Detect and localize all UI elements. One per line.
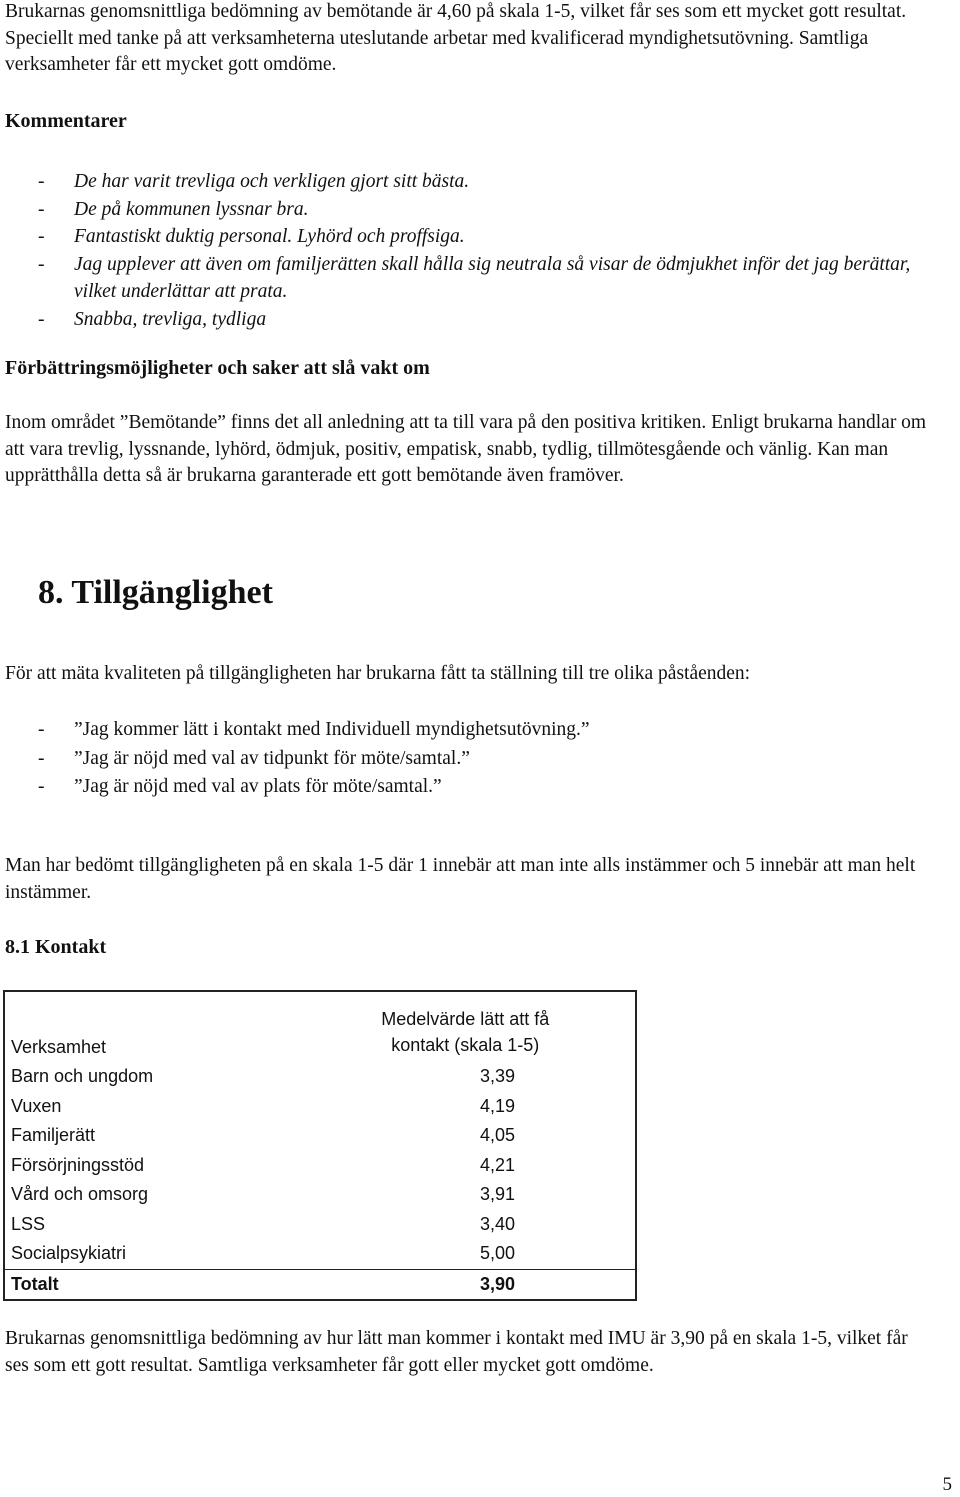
- total-label: Totalt: [4, 1269, 296, 1300]
- intro-paragraph: Brukarnas genomsnittliga bedömning av bemötande är 4,60 på skala 1-5, vilket får ses som ett mycket gott resultat. Speciellt med tanke på att verksamheterna uteslutande arbetar med kvalificerad myndighetsutövning. Samtliga verksamheter får ett mycket gott omdöme.: [5, 1, 907, 75]
- improvements-heading: Förbättringsmöjligheter och saker att slå vakt om: [5, 357, 430, 379]
- statements-list: [38, 716, 918, 802]
- comments-list: [38, 168, 938, 333]
- col-header-verksamhet: Verksamhet: [11, 1037, 107, 1057]
- list-item: - Snabba, trevliga, tydliga: [38, 308, 267, 330]
- page-number: 5: [942, 1474, 952, 1495]
- row-name: LSS: [11, 1213, 46, 1234]
- list-item: - Fantastiskt duktig personal. Lyhörd och proffsiga.: [38, 226, 465, 247]
- row-value: 4,05: [479, 1125, 515, 1146]
- list-item: - De på kommunen lyssnar bra.: [38, 198, 309, 220]
- section-8-intro: För att mäta kvaliteten på tillgängligheten har brukarna fått ta ställning till tre olika påståenden:: [5, 663, 751, 684]
- conclusion-paragraph: Brukarnas genomsnittliga bedömning av hur lätt man kommer i kontakt med IMU är 3,90 på en skala 1-5, vilket får ses som ett gott resultat. Samtliga verksamheter får gott eller mycket gott omdöme.: [5, 1328, 908, 1376]
- row-name: Vård och omsorg: [11, 1184, 149, 1205]
- table-row: [4, 1121, 636, 1151]
- row-name: Vuxen: [11, 1095, 62, 1116]
- list-item: - ”Jag kommer lätt i kontakt med Individuell myndighetsutövning.”: [38, 719, 590, 740]
- row-name: Familjerätt: [11, 1125, 96, 1146]
- list-item: - ”Jag är nöjd med val av tidpunkt för möte/samtal.”: [38, 747, 470, 769]
- section-8-heading: 8. Tillgänglighet: [38, 574, 273, 611]
- list-item: - De har varit trevliga och verkligen gjort sitt bästa.: [38, 171, 470, 192]
- list-item: - ”Jag är nöjd med val av plats för möte/samtal.”: [38, 776, 442, 797]
- contact-table: [3, 990, 637, 1301]
- col-header-value: Medelvärde lätt att få kontakt (skala 1-5): [381, 1009, 550, 1055]
- row-name: Socialpsykiatri: [11, 1243, 127, 1264]
- table-row: [4, 1092, 636, 1122]
- section-8-1-heading: 8.1 Kontakt: [5, 936, 107, 958]
- table-row: [4, 1062, 636, 1092]
- table-total-row: [4, 1269, 636, 1300]
- row-value: 3,39: [479, 1066, 515, 1087]
- table-row: [4, 1210, 636, 1240]
- row-value: 5,00: [479, 1243, 515, 1264]
- list-item: - Jag upplever att även om familjerätten skall hålla sig neutrala så visar de ödmjukhet inför det jag berättar, vilket underlättar att prata.: [38, 253, 911, 302]
- table-row: [4, 1239, 636, 1269]
- row-value: 4,21: [479, 1154, 515, 1175]
- row-value: 3,40: [479, 1213, 515, 1234]
- table-row: [4, 1151, 636, 1181]
- row-name: Barn och ungdom: [11, 1066, 154, 1087]
- row-value: 4,19: [479, 1095, 515, 1116]
- improvements-paragraph: Inom området ”Bemötande” finns det all anledning att ta till vara på den positiva kritiken. Enligt brukarna handlar om att vara trevlig, lyssnande, lyhörd, ödmjuk, positiv, empatisk, snabb, tydlig, tillmötesgående och vänlig. Kan man upprätthålla detta så är brukarna garanterade ett gott bemötande även framöver.: [5, 412, 927, 486]
- scale-paragraph: Man har bedömt tillgängligheten på en skala 1-5 där 1 innebär att man inte alls instämmer och 5 innebär att man helt instämmer.: [5, 855, 916, 903]
- table-row: [4, 1180, 636, 1210]
- total-value: 3,90: [296, 1269, 636, 1300]
- row-value: 3,91: [479, 1184, 515, 1205]
- row-name: Försörjningsstöd: [11, 1154, 145, 1175]
- comments-heading: Kommentarer: [5, 110, 127, 132]
- table-header-row: [4, 991, 636, 1062]
